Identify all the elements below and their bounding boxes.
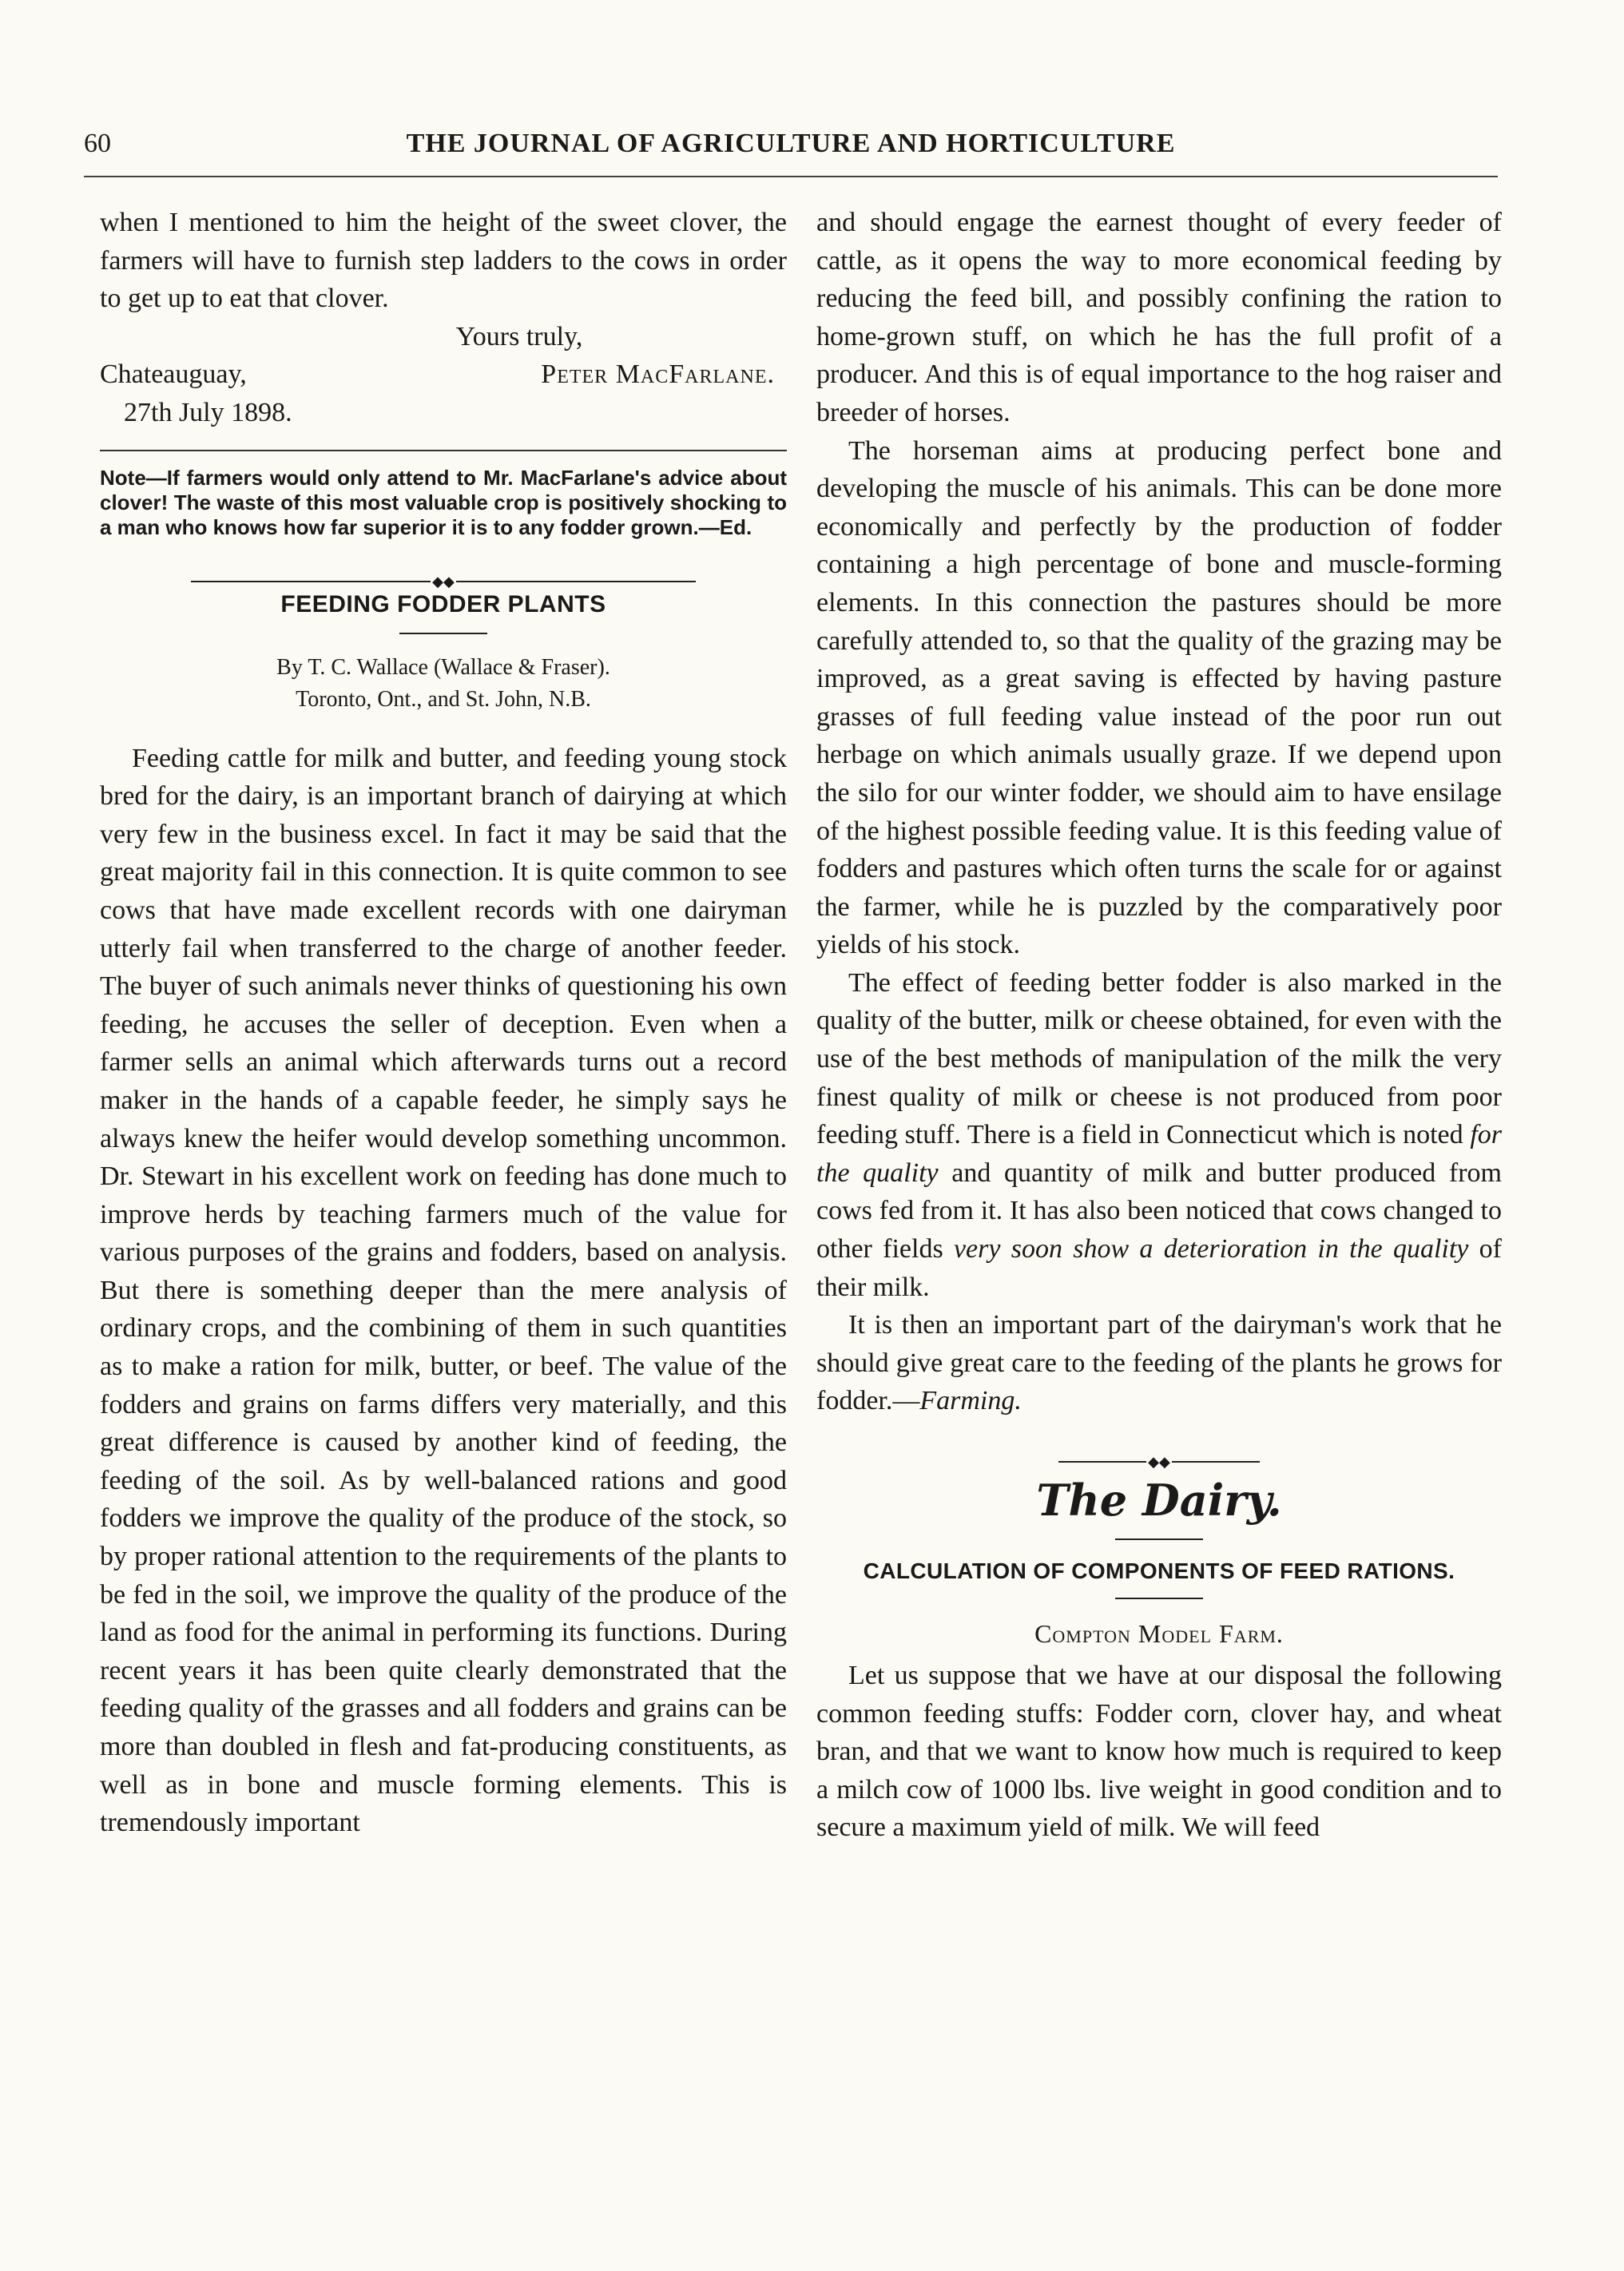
article-body-paragraph: Feeding cattle for milk and butter, and feeding young stock bred for the dairy, is an important branch of dairying at which very few in the business excel. In fact it may be said that the great majority fail in this connection. It is quite common to see cows that have made excellent records with one dairyman utterly fail when transferred to the charge of another feeder. The buyer of such animals never thinks of questioning his own feeding, he accuses the seller of deception. Even when a farmer sells an animal which afterwards turns out a record maker in the hands of a capable feeder, he simply says he always knew the heifer would develop something uncommon. Dr. Stewart in his excellent work on feeding has done much to improve herds by teaching farmers much of the value for various purposes of the grains and fodders, based on analysis. But there is something deeper than the mere analysis of ordinary crops, and the combining of them in such quantities as to make a ration for milk, butter, or beef. The value of the fodders and grains on farms differs very materially, and this great difference is caused by another kind of feeding, the feeding of the soil. As by well-balanced rations and good fodders we improve the quality of the produce of the stock, so by proper rational attention to the requirements of the plants to be fed in the soil, we improve the quality of the produce of the land as food for the animal in performing its functions. During recent years it has been quite clearly demonstrated that the feeding quality of the grasses and all fodders and grains can be more than doubled in flesh and fat-producing constituents, as well as in bone and muscle forming elements. This is tremendously important xyxy=(100,743,787,1838)
article-paragraph-horseman: The horseman aims at producing perfect bone and developing the muscle of his animals. This can be done more economically and perfectly by the production of fodder containing a high percentage of bone and muscle-forming elements. In this connection the pastures should be more carefully attended to, so that the quality of the grazing may be improved, as a great saving is effected by having pasture grasses of full feeding value instead of the poor run out herbage on which animals usually graze. If we depend upon the silo for our winter fodder, we should aim to have ensilage of the highest possible feeding value. It is this feeding value of fodders and pastures which often turns the scale for or against the farmer, while he is puzzled by the comparatively poor yields of his stock. xyxy=(816,435,1502,960)
signature-row xyxy=(100,355,787,394)
subhead-rule xyxy=(1115,1598,1203,1599)
feed-ration-paragraph: Let us suppose that we have at our disposal the following common feeding stuffs: Fodder corn, clover hay, and wheat bran, and that we want to know how much is required to keep a milch cow of 1000 lbs. live weight in good condition and to secure a maximum yield of milk. We will feed xyxy=(816,1661,1502,1843)
article-continuation-paragraph: and should engage the earnest thought of every feeder of cattle, as it opens the way to more economical feeding by reducing the feed bill, and possibly confining the ration to home-grown stuff, on which he has the full profit of a producer. And this is of equal importance to the hog raiser and breeder of horses. xyxy=(816,208,1502,427)
letter-place: Chateauguay, xyxy=(100,359,247,390)
note-divider xyxy=(100,450,787,451)
left-column xyxy=(100,204,787,1842)
right-column xyxy=(816,204,1502,1847)
running-title: THE JOURNAL OF AGRICULTURE AND HORTICULTURE xyxy=(406,129,1176,158)
ornament-diamond-icon: ◆◆ xyxy=(1148,1454,1170,1471)
section-ornament xyxy=(100,561,787,590)
article-paragraph-conclusion: It is then an important part of the dairyman's work that he should give great care to the feeding of the plants he grows for fodder.—Farming. xyxy=(816,1310,1502,1416)
section-subhead: CALCULATION OF COMPONENTS OF FEED RATIONS. xyxy=(863,1558,1455,1583)
editor-note: Note—If farmers would only attend to Mr. MacFarlane's advice about clover! The waste of this most valuable crop is positively shocking to a man who knows how far superior it is to any fodder grown.—Ed. xyxy=(100,465,787,539)
ornament-diamond-icon: ◆◆ xyxy=(432,573,455,590)
header-rule xyxy=(84,176,1498,177)
letter-signature: Peter MacFarlane. xyxy=(541,359,775,390)
letter-date: 27th July 1898. xyxy=(124,397,292,427)
emphasis-quality: for the quality xyxy=(816,1120,1502,1188)
department-rule xyxy=(1115,1538,1203,1540)
article-paragraph-effect: The effect of feeding better fodder is also marked in the quality of the butter, milk or cheese obtained, for even with the use of the best methods of manipulation of the milk the very finest quality of milk or cheese is not produced from poor feeding stuff. There is a field in Connecticut which is noted for the quality and quantity of milk and butter produced from cows fed from it. It has also been noticed that cows changed to other fields very soon show a deterioration in the quality of their milk. xyxy=(816,967,1502,1302)
section-ornament-right xyxy=(816,1441,1502,1471)
article-source: Farming. xyxy=(919,1386,1022,1416)
emphasis-deterioration: very soon show a deterioration in the quality xyxy=(953,1234,1469,1265)
letter-ending: when I mentioned to him the height of the sweet clover, the farmers will have to furnish step ladders to the cows in order to get up to eat that clover. xyxy=(100,208,787,314)
letter-closing: Yours truly, xyxy=(455,321,583,351)
article-byline-author: By T. C. Wallace (Wallace & Fraser). xyxy=(276,654,610,680)
article-title: FEEDING FODDER PLANTS xyxy=(280,590,606,617)
title-rule xyxy=(399,633,487,634)
page-header xyxy=(84,128,1498,176)
article-byline-location: Toronto, Ont., and St. John, N.B. xyxy=(296,686,591,712)
page-number: 60 xyxy=(84,129,111,158)
farm-line: Compton Model Farm. xyxy=(1034,1619,1284,1648)
department-title: The Dairy. xyxy=(1036,1475,1282,1526)
